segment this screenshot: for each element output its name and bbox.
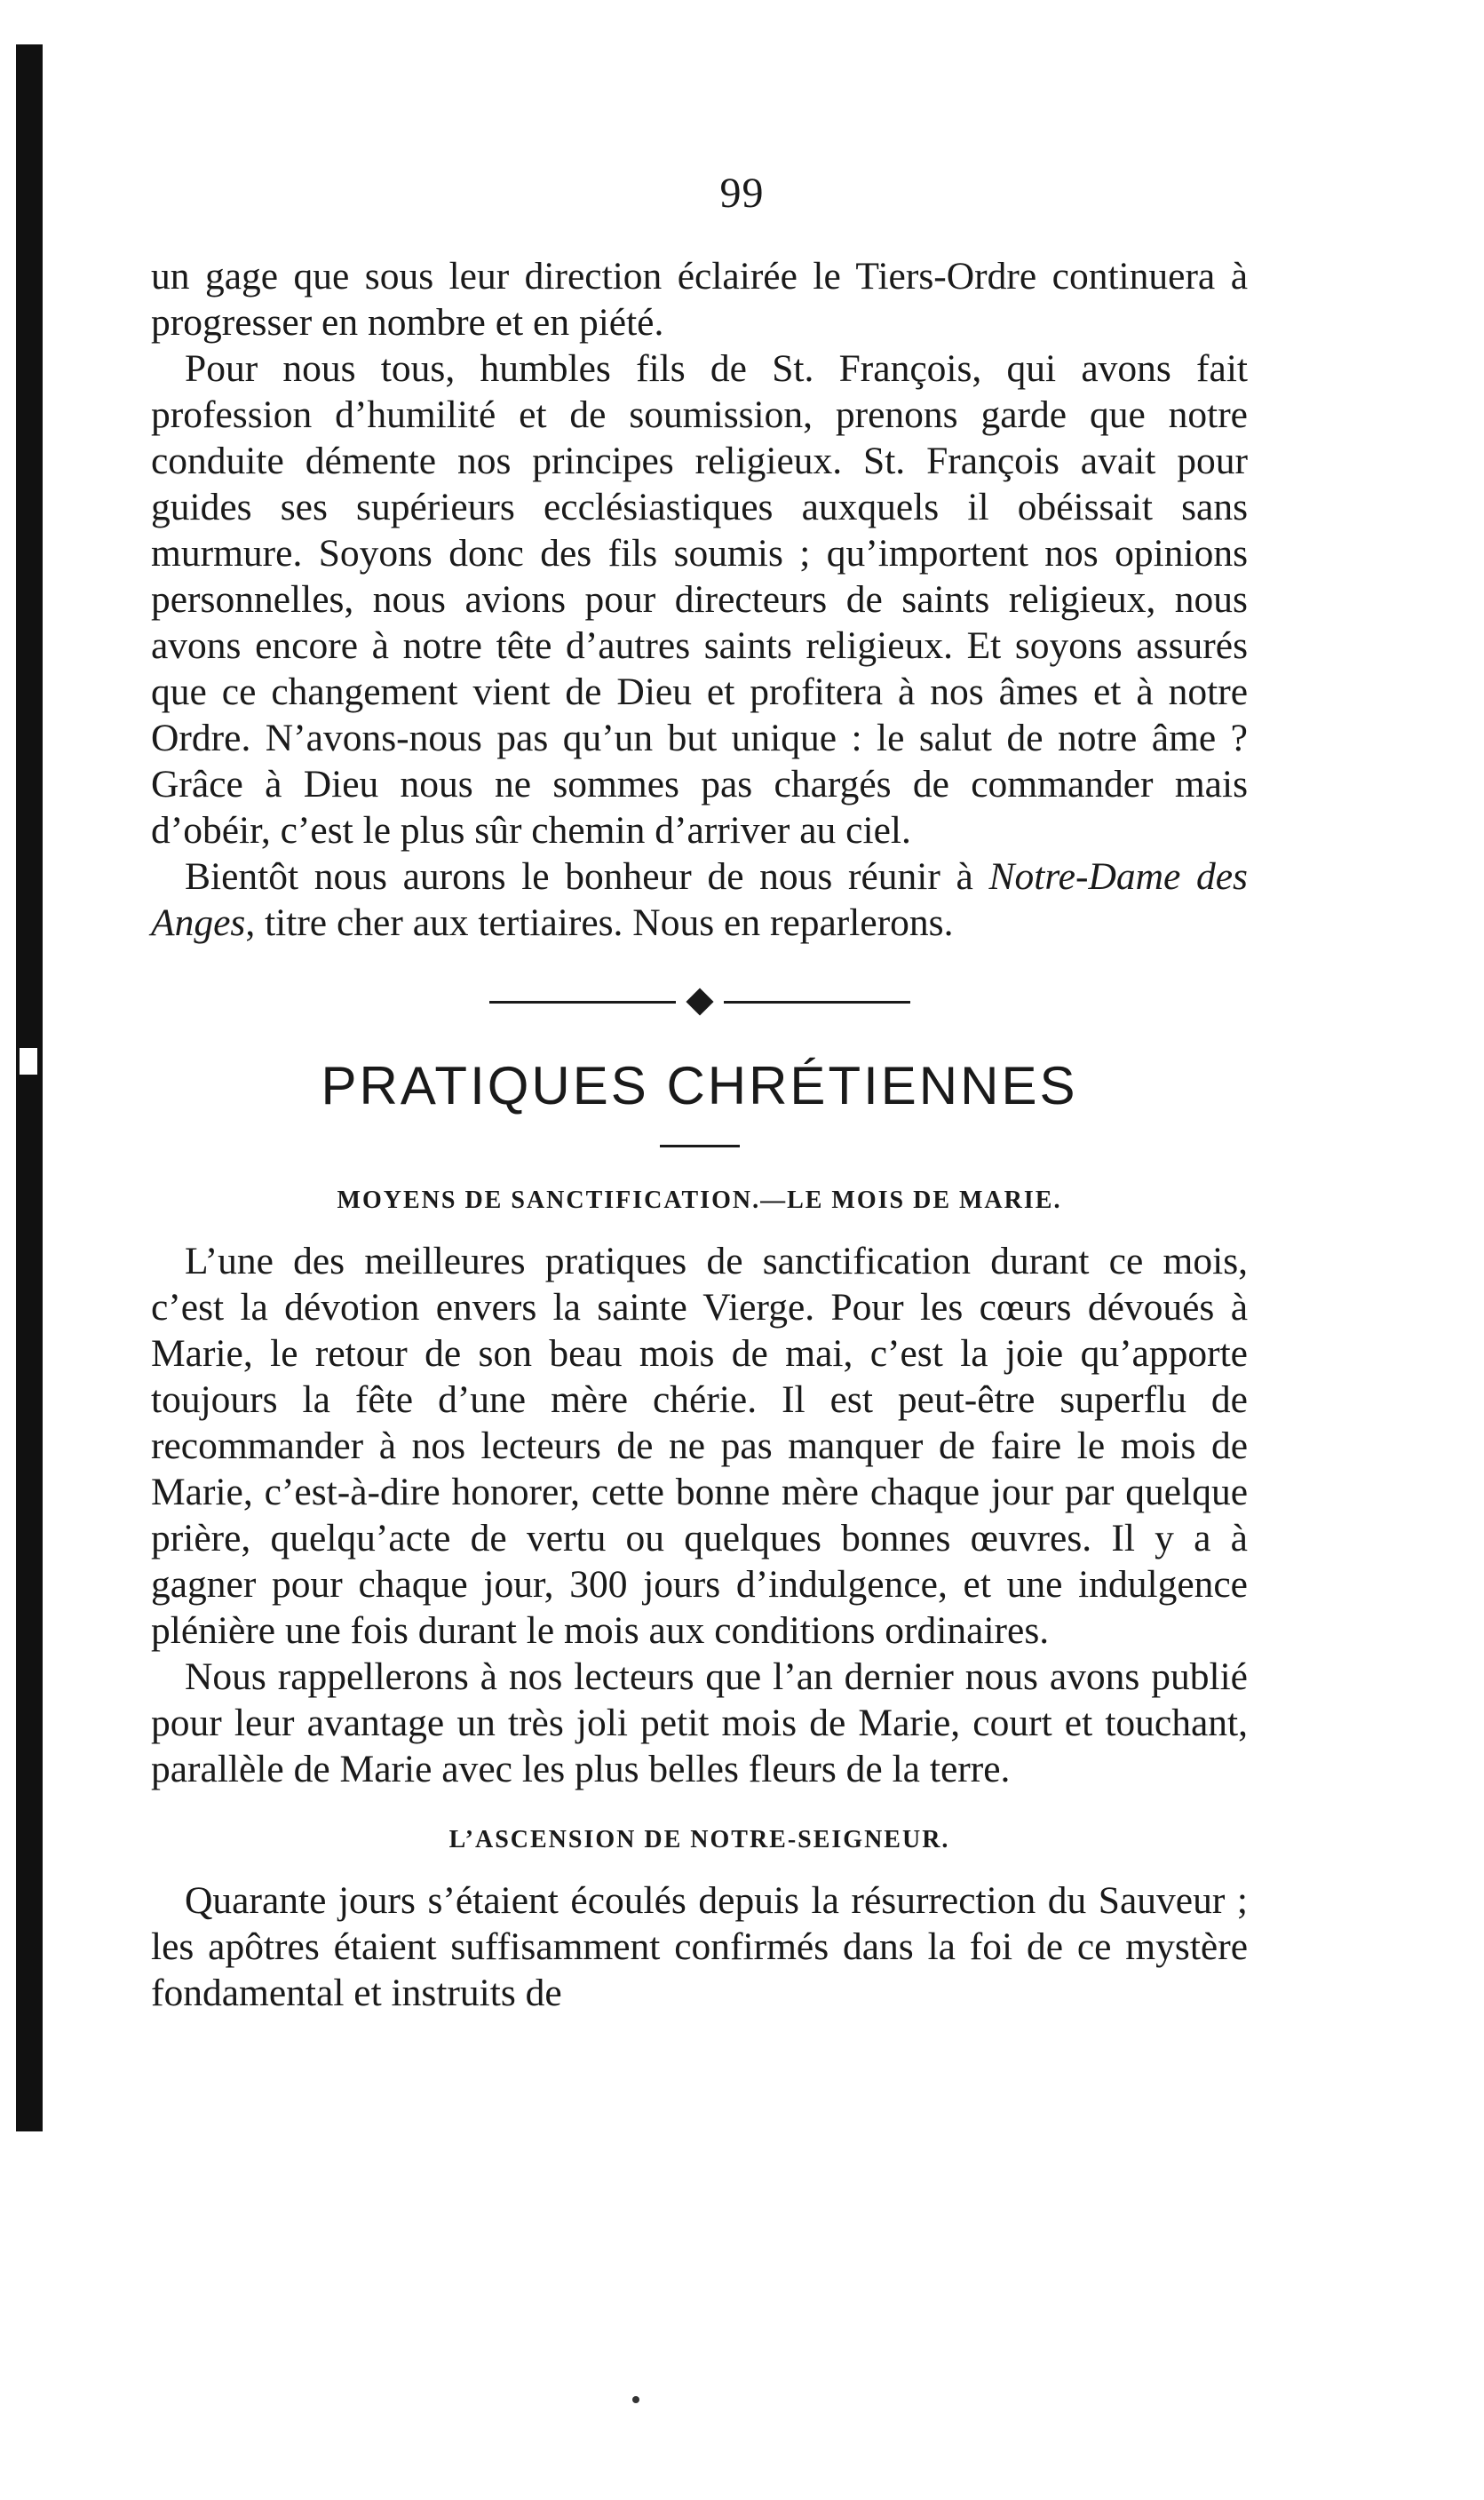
subheading-mois-de-marie: MOYENS DE SANCTIFICATION.—LE MOIS DE MARIE. bbox=[337, 1187, 1062, 1214]
scan-edge-gap bbox=[20, 1048, 37, 1075]
diamond-ornament-icon bbox=[686, 988, 713, 1015]
scan-speck bbox=[632, 2396, 639, 2403]
paragraph-mois-de-marie: L’une des meilleures pratiques de sanctification durant ce mois, c’est la dévotion envers la sainte Vierge. Pour les cœurs dévoués à Marie, le retour de son beau mois de mai, c’est la joie qu’apporte toujours la fête d’une mère chérie. Il est peut-être superflu de recommander à nos lecteurs de ne pas manquer de faire le mois de Marie, c’est-à-dire honorer, cette bonne mère chaque jour par quelque prière, quelqu’acte de vertu ou quelques bonnes œuvres. Il y a à gagner pour chaque jour, 300 jours d’indulgence, et une indulgence plénière une fois durant le mois aux conditions ordinaires. bbox=[151, 1240, 1248, 1652]
text-column bbox=[151, 253, 1248, 2016]
page-number: 99 bbox=[719, 170, 765, 217]
notre-dame-des-anges-italic: Notre-Dame des Anges bbox=[151, 855, 1248, 944]
paragraph-notre-dame bbox=[151, 853, 1248, 946]
paragraph-notre-dame-before: Bientôt nous aurons le bonheur de nous réunir à bbox=[185, 855, 989, 898]
paragraph-continuation: un gage que sous leur direction éclairée le Tiers-Ordre continuera à progresser en nombre et en piété. bbox=[151, 255, 1248, 344]
paragraph-pour-nous-tous: Pour nous tous, humbles fils de St. François, qui avons fait profession d’humilité et de soumission, prenons garde que notre conduite démente nos principes religieux. St. François avait pour guides ses supérieurs ecclésiastiques auxquels il obéissait sans murmure. Soyons donc des fils soumis ; qu’importent nos opinions personnelles, nous avions pour directeurs de saints religieux, nous avons encore à notre tête d’autres saints religieux. Et soyons assurés que ce changement vient de Dieu et profitera à nos âmes et à notre Ordre. N’avons-nous pas qu’un but unique : le salut de notre âme ? Grâce à Dieu nous ne sommes pas chargés de commander mais d’obéir, c’est le plus sûr chemin d’arriver au ciel. bbox=[151, 347, 1248, 852]
scan-binding-edge bbox=[16, 44, 43, 2131]
ornamental-divider bbox=[151, 988, 1248, 1015]
divider-rule-left bbox=[489, 1001, 676, 1004]
paragraph-notre-dame-after: , titre cher aux tertiaires. Nous en reparlerons. bbox=[245, 901, 954, 944]
section-title: PRATIQUES CHRÉTIENNES bbox=[321, 1056, 1078, 1115]
paragraph-rappellerons: Nous rappellerons à nos lecteurs que l’an dernier nous avons publié pour leur avantage un très joli petit mois de Marie, court et touchant, parallèle de Marie avec les plus belles fleurs de la terre. bbox=[151, 1655, 1248, 1790]
title-underline-rule bbox=[660, 1145, 740, 1147]
divider-rule-right bbox=[724, 1001, 910, 1004]
paragraph-ascension: Quarante jours s’étaient écoulés depuis la résurrection du Sauveur ; les apôtres étaient suffisamment confirmés dans la foi de ce mystère fondamental et instruits de bbox=[151, 1879, 1248, 2014]
subheading-ascension: L’ASCENSION DE NOTRE-SEIGNEUR. bbox=[448, 1826, 950, 1853]
